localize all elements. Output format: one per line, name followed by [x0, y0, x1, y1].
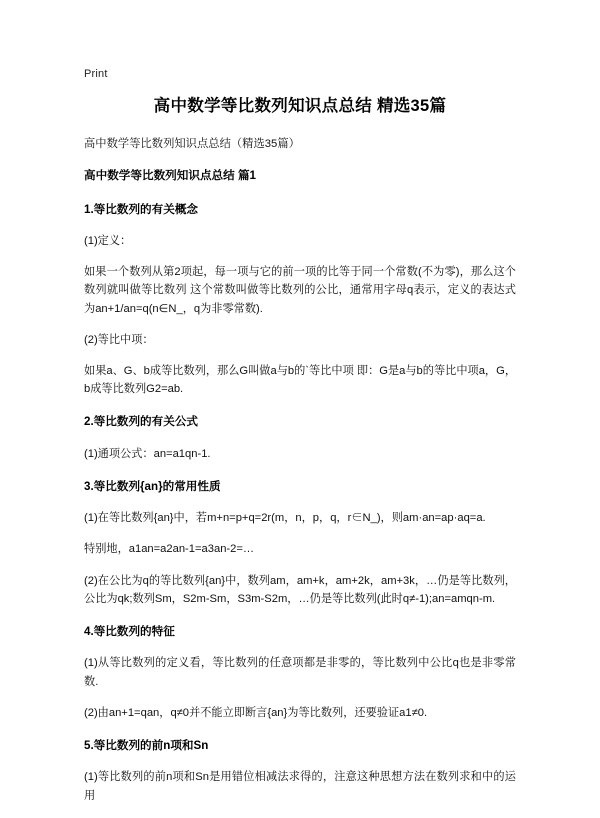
paragraph-definition-label: (1)定义： — [84, 235, 132, 248]
document-subtitle: 高中数学等比数列知识点总结（精选35篇） — [84, 137, 300, 150]
section-heading: 高中数学等比数列知识点总结 篇1 — [84, 168, 256, 182]
paragraph-general-formula: (1)通项公式：an=a1qn-1. — [84, 447, 211, 460]
paragraph-geometric-mean-text: 如果a、G、b成等比数列，那么G叫做a与b的`等比中项 即：G是a与b的等比中项a，G，b成等比数列G2=ab. — [84, 364, 517, 395]
heading-characteristics: 4.等比数列的特征 — [84, 624, 175, 638]
paragraph-geometric-mean-label: (2)等比中项： — [84, 333, 154, 346]
paragraph-property-special: 特别地，a1an=a2an-1=a3an-2=… — [84, 543, 255, 556]
paragraph-definition-text: 如果一个数列从第2项起，每一项与它的前一项的比等于同一个常数(不为零)，那么这个数列就叫做等比数列 这个常数叫做等比数列的公比，通常用字母q表示，定义的表达式为an+1/an=q(n∈N_，q为非零常数). — [84, 266, 516, 315]
paragraph-property-2: (2)在公比为q的等比数列{an}中，数列am，am+k，am+2k，am+3k，…仍是等比数列，公比为qk;数列Sm，S2m-Sm，S3m-S2m，…仍是等比数列(此时q≠-1);an=amqn-m. — [84, 574, 516, 605]
heading-concepts: 1.等比数列的有关概念 — [84, 202, 199, 216]
paragraph-property-1: (1)在等比数列{an}中，若m+n=p+q=2r(m，n，p，q，r∈N_)，则am·an=ap·aq=a. — [84, 512, 486, 525]
paragraph-characteristic-1: (1)从等比数列的定义看，等比数列的任意项都是非零的，等比数列中公比q也是非零常数. — [84, 657, 516, 688]
document-content — [84, 95, 516, 818]
heading-properties: 3.等比数列{an}的常用性质 — [84, 479, 221, 493]
paragraph-sum-note: (1)等比数列的前n项和Sn是用错位相减法求得的，注意这种思想方法在数列求和中的运用 — [84, 771, 516, 802]
heading-formulas: 2.等比数列的有关公式 — [84, 415, 199, 429]
print-button[interactable]: Print — [84, 68, 108, 80]
heading-sum-of-n-terms: 5.等比数列的前n项和Sn — [84, 738, 209, 752]
page-title: 高中数学等比数列知识点总结 精选35篇 — [153, 97, 447, 115]
paragraph-characteristic-2: (2)由an+1=qan，q≠0并不能立即断言{an}为等比数列，还要验证a1≠0. — [84, 706, 428, 719]
